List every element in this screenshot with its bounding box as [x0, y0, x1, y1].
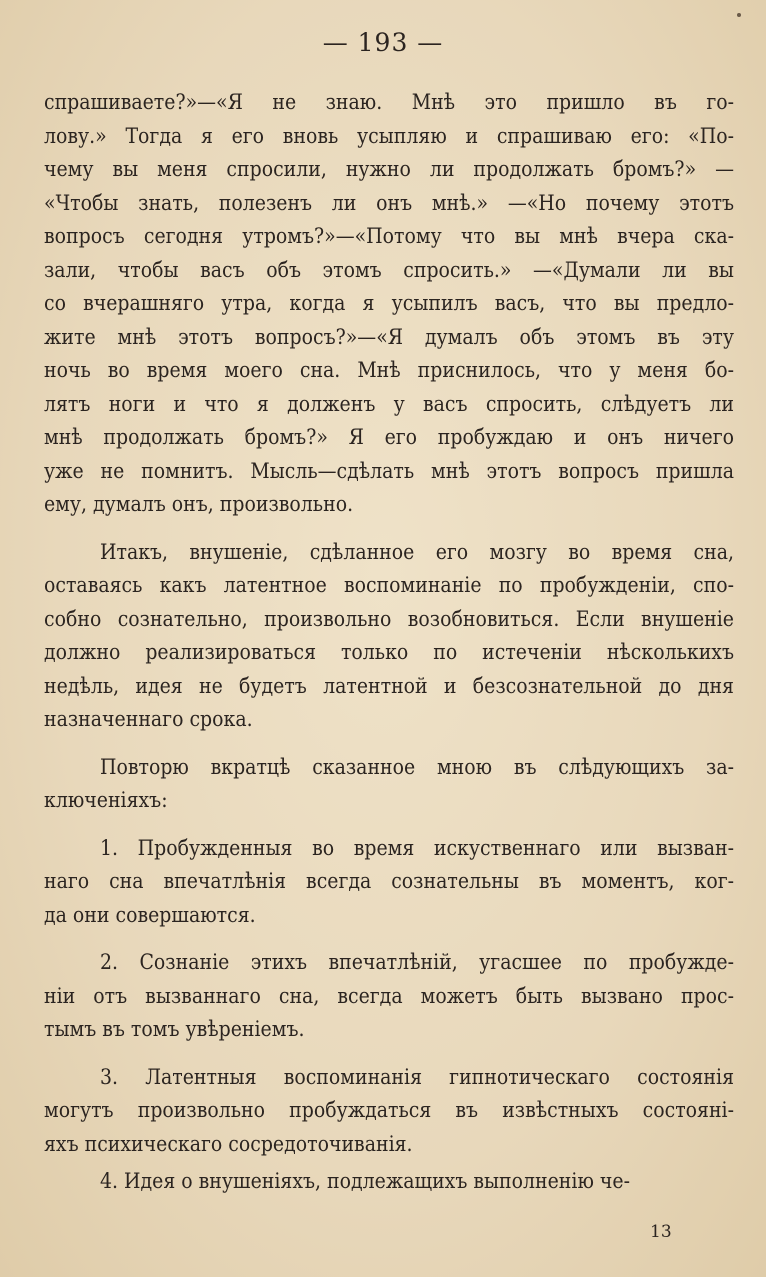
text-line: вопросъ сегодня утромъ?»—«Потому что вы мнѣ вчера ска- [44, 224, 734, 248]
text-line: жите мнѣ этотъ вопросъ?»—«Я думалъ объ этомъ въ эту [44, 324, 734, 349]
text-line: уже не помнитъ. Мысль—сдѣлать мнѣ этотъ вопросъ пришла [44, 458, 734, 483]
paragraph [44, 751, 734, 818]
text-line: могутъ произвольно пробуждаться въ извѣстныхъ состоянi- [44, 1098, 734, 1122]
text-line: лятъ ноги и что я долженъ у васъ спросить, слѣдуетъ ли [44, 391, 734, 416]
body-text [44, 86, 734, 1199]
text-line: наго сна впечатлѣнія всегда сознательны въ моментъ, ког- [44, 869, 734, 893]
text-line: должно реализироваться только по истеченіи нѣсколькихъ [44, 640, 734, 664]
text-line: тымъ въ томъ увѣреніемъ. [44, 1017, 305, 1041]
text-line: ніи отъ вызваннаго сна, всегда можетъ быть вызвано прос- [44, 983, 734, 1008]
text-line: 3. Латентныя воспоминанія гипнотическаго состоянія [100, 1064, 734, 1089]
text-line: оставаясь какъ латентное воспоминаніе по пробужденіи, спо- [44, 573, 734, 597]
text-line: мнѣ продолжать бромъ?» Я его пробуждаю и онъ ничего [44, 425, 734, 449]
text-line: 4. Идея о внушеніяхъ, подлежащихъ выполненію че- [100, 1169, 630, 1193]
ink-speck [737, 13, 741, 17]
text-line: 2. Сознаніе этихъ впечатлѣній, угасшее по пробужде- [100, 950, 734, 974]
list-item [44, 946, 734, 1047]
text-line: спрашиваете?»—«Я не знаю. Мнѣ это пришло въ го- [44, 90, 734, 114]
list-item [44, 1165, 734, 1199]
page-number: — 193 — [322, 28, 444, 57]
text-line: Итакъ, внушеніе, сдѣланное его мозгу во время сна, [100, 539, 734, 564]
text-line: собно сознательно, произвольно возобновиться. Если внушеніе [44, 606, 734, 631]
text-line: недѣль, идея не будетъ латентной и безсознательной до дня [44, 673, 734, 698]
text-line: «Чтобы знать, полезенъ ли онъ мнѣ.» —«Но почему этотъ [44, 190, 734, 215]
text-line: ночь во время моего сна. Мнѣ приснилось, что у меня бо- [44, 358, 734, 382]
text-line: зали, чтобы васъ объ этомъ спросить.» —«Думали ли вы [44, 257, 734, 282]
text-line: лову.» Тогда я его вновь усыпляю и спрашиваю его: «По- [44, 123, 734, 148]
text-line: со вчерашняго утра, когда я усыпилъ васъ, что вы предло- [44, 291, 734, 315]
text-line: Повторю вкратцѣ сказанное мною въ слѣдующихъ за- [100, 754, 734, 779]
text-line: чему вы меня спросили, нужно ли продолжать бромъ?» — [44, 157, 734, 181]
text-line: назначеннаго срока. [44, 707, 253, 731]
text-line: ключеніяхъ: [44, 788, 168, 812]
paragraph [44, 86, 734, 522]
paragraph [44, 536, 734, 737]
list-item [44, 832, 734, 933]
signature-mark: 13 [650, 1222, 672, 1242]
text-line: да они совершаются. [44, 902, 256, 927]
list-item [44, 1061, 734, 1162]
text-line: яхъ психическаго сосредоточиванія. [44, 1131, 413, 1156]
text-line: 1. Пробужденныя во время искуственнаго или вызван- [100, 835, 734, 860]
text-line: ему, думалъ онъ, произвольно. [44, 492, 354, 516]
